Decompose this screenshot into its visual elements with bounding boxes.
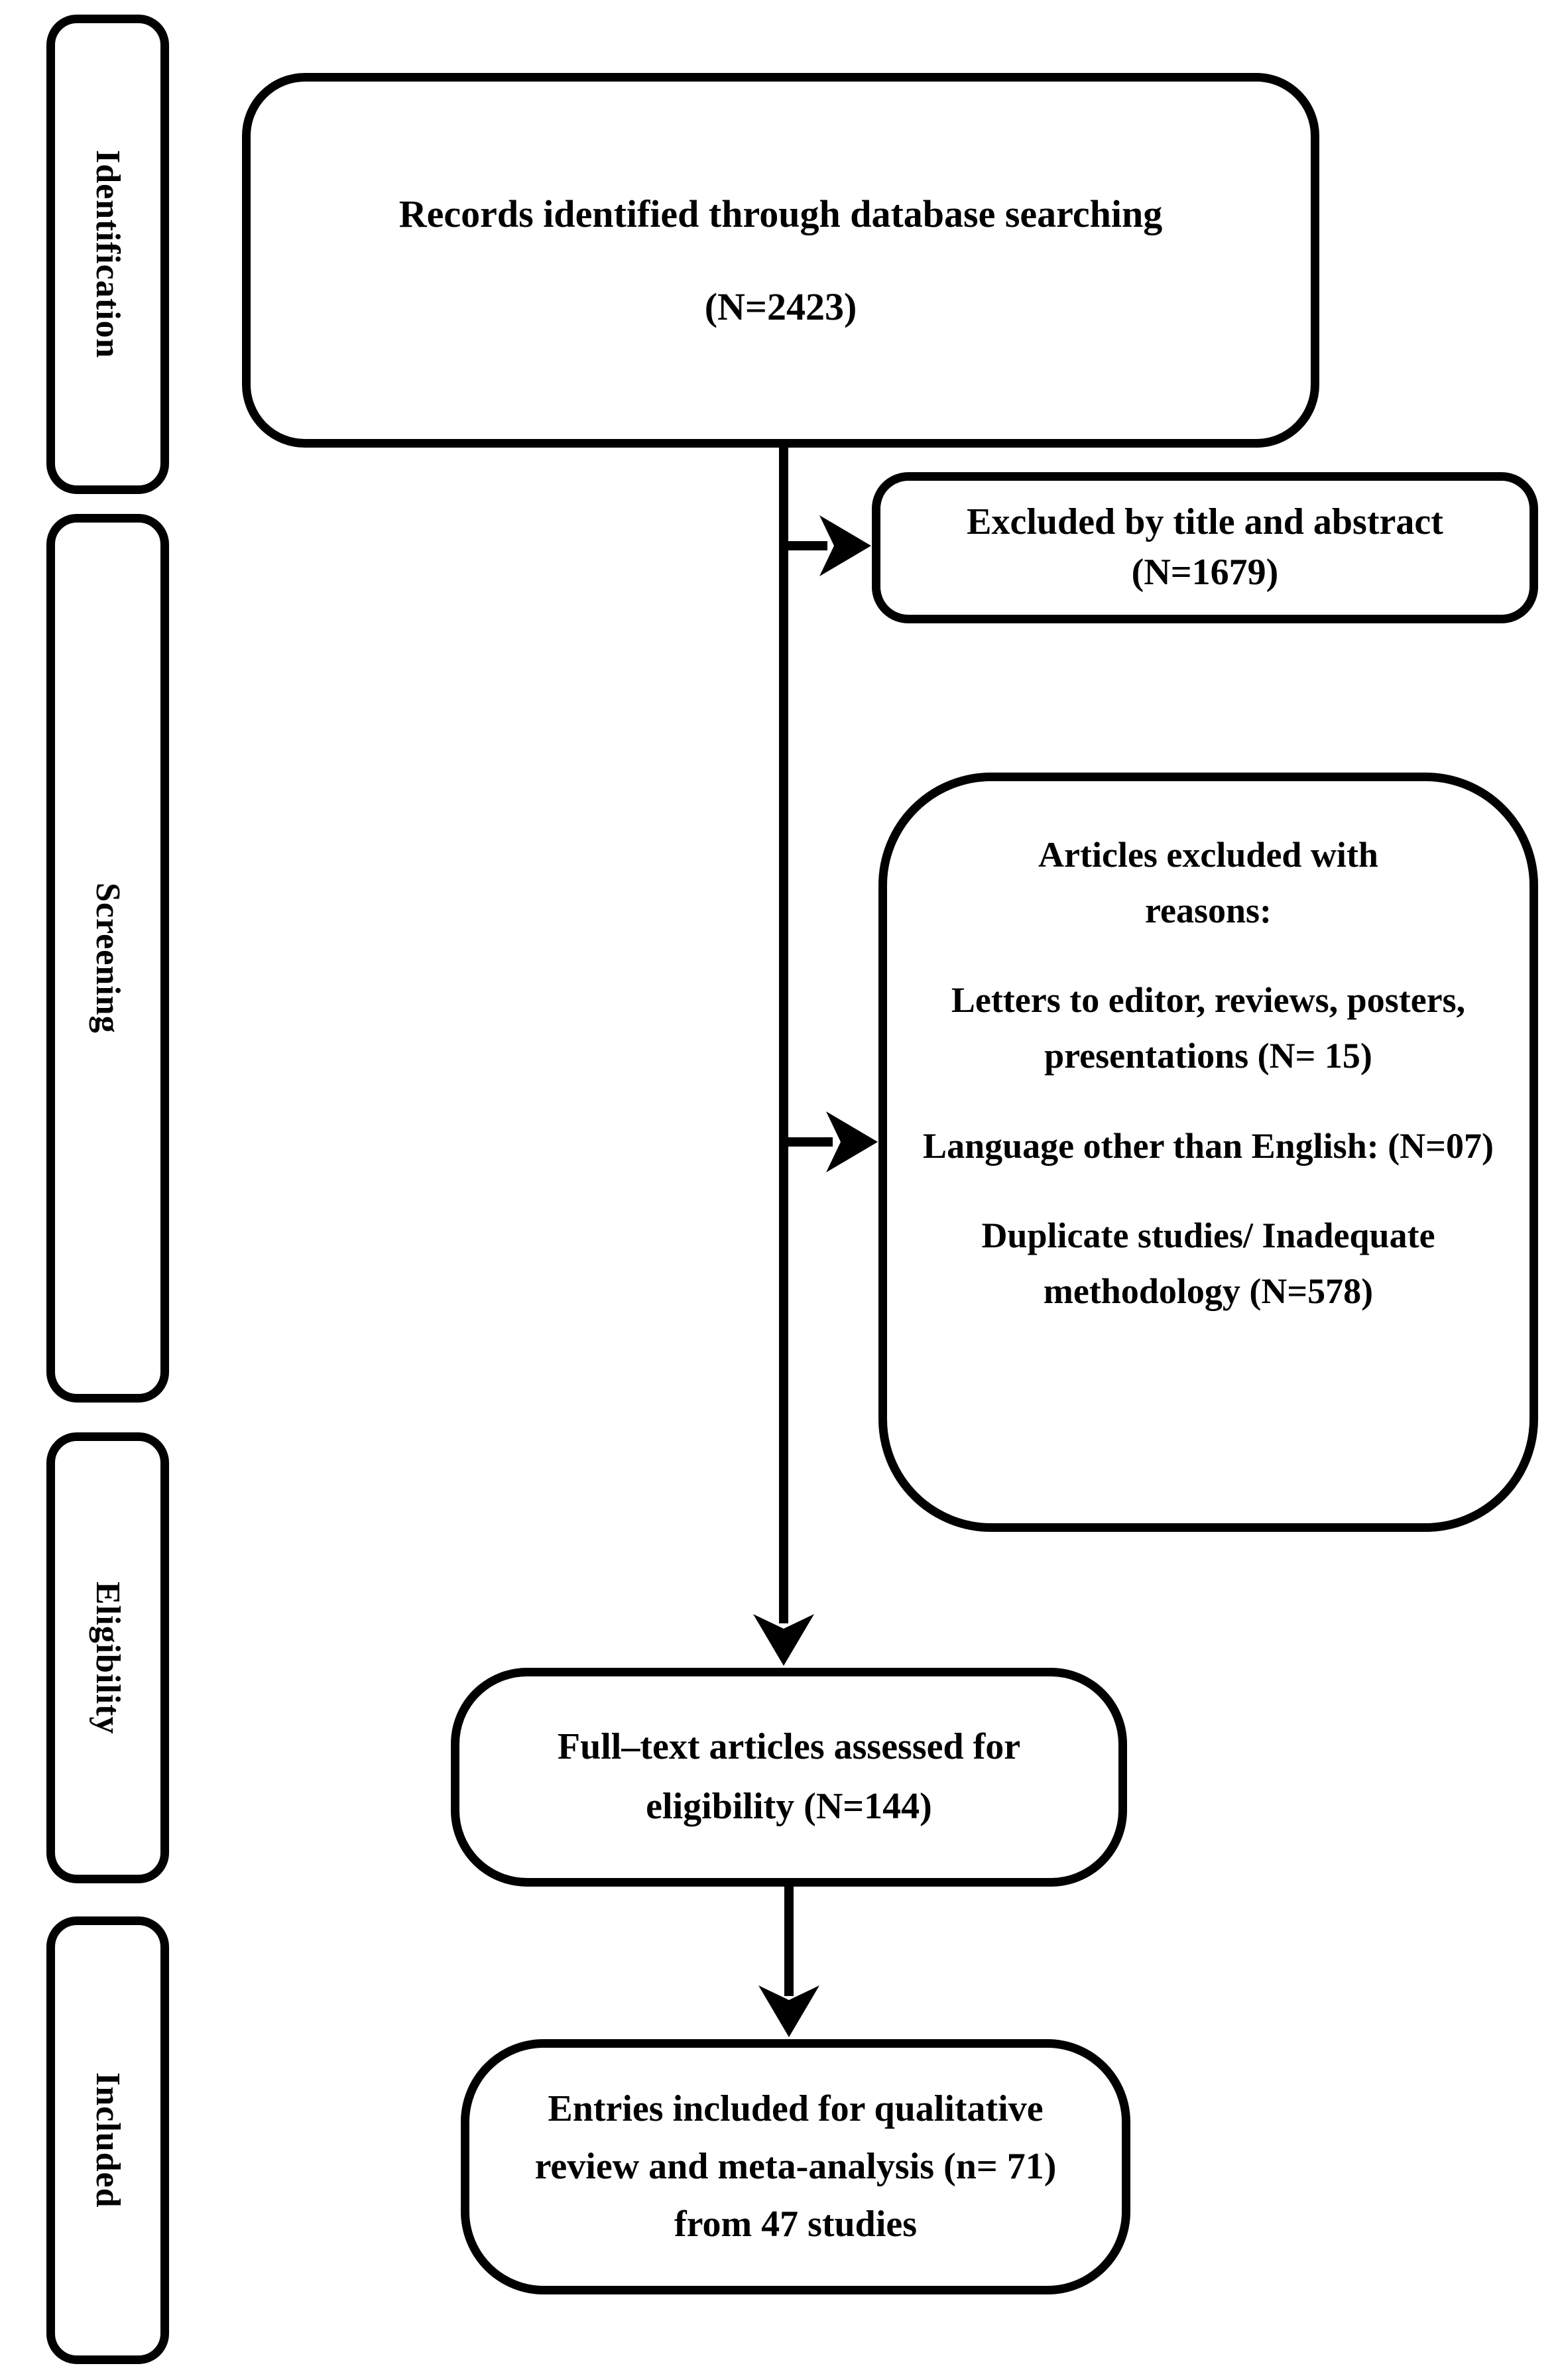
stage-label-screening: Screening — [89, 883, 127, 1034]
stage-label-included: Included — [89, 2072, 127, 2208]
articles-excluded-reasons-box — [878, 773, 1538, 1532]
stage-box-included — [46, 1916, 169, 2364]
excluded-reason-duplicates: Duplicate studies/ Inadequate methodology (N=578) — [981, 1216, 1435, 1312]
excluded-reason-language: Language other than English: (N=07) — [923, 1125, 1494, 1166]
entries-included-text: Entries included for qualitative review and meta-analysis (n= 71) from 47 studies — [534, 2088, 1057, 2245]
excluded-title-abstract-text: Excluded by title and abstract — [967, 501, 1443, 543]
records-identified-count: (N=2423) — [704, 284, 857, 328]
records-identified-box — [242, 73, 1319, 448]
arrow-branch-excluded-title — [784, 515, 871, 576]
stage-label-eligibility: Eligibility — [89, 1581, 127, 1735]
records-identified-text: Records identified through database searching — [398, 192, 1163, 235]
stage-box-eligibility — [46, 1432, 169, 1883]
excluded-reasons-title: Articles excluded with reasons: — [1038, 835, 1378, 930]
excluded-title-abstract-box — [872, 472, 1538, 623]
arrow-records-to-fulltext — [753, 448, 814, 1666]
fulltext-assessed-text: Full–text articles assessed for eligibility (N=144) — [557, 1726, 1021, 1827]
stage-box-identification — [46, 15, 169, 494]
entries-included-box — [461, 2039, 1130, 2294]
excluded-reason-letters: Letters to editor, reviews, posters, presentations (N= 15) — [951, 980, 1466, 1076]
stage-box-screening — [46, 514, 169, 1403]
arrow-branch-excluded-reasons — [784, 1111, 878, 1172]
stage-label-identification: Identification — [89, 150, 127, 359]
excluded-title-abstract-count: (N=1679) — [1131, 552, 1279, 593]
fulltext-assessed-box — [451, 1668, 1127, 1887]
arrow-fulltext-to-included — [758, 1887, 819, 2037]
